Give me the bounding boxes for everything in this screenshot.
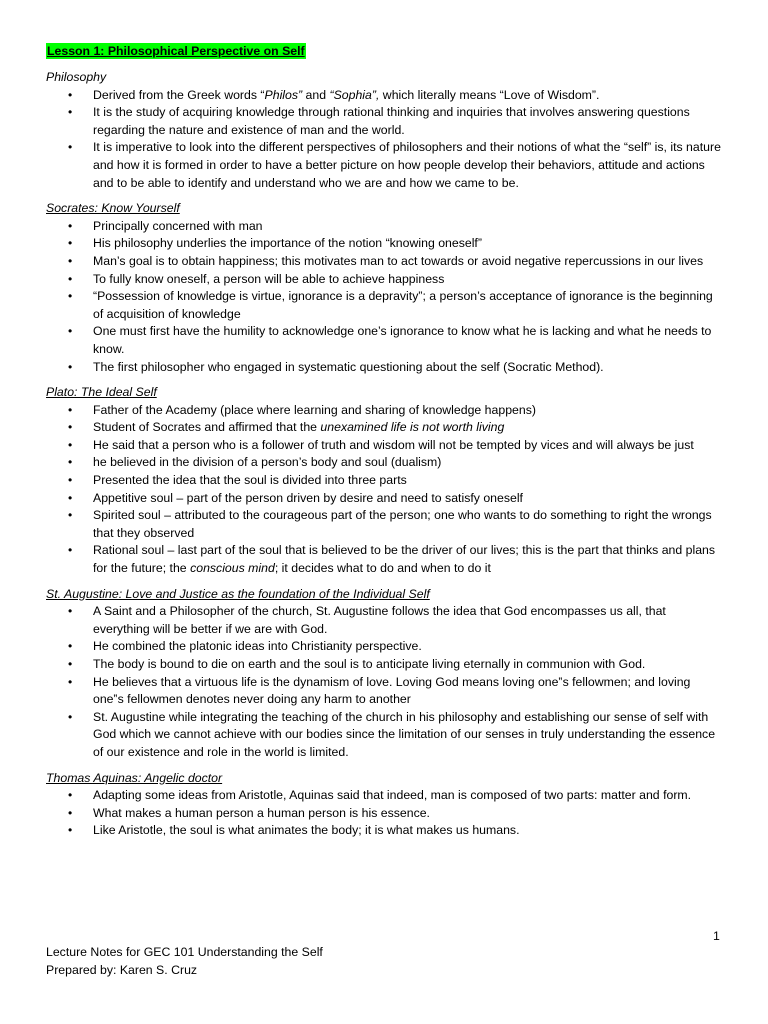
footer-course-line: Lecture Notes for GEC 101 Understanding the Self — [46, 945, 323, 959]
bullet-list — [46, 87, 722, 193]
bullet-item — [46, 235, 722, 253]
section-heading: Socrates: Know Yourself — [46, 201, 180, 216]
section-heading: Plato: The Ideal Self — [46, 385, 157, 400]
emphasized-text: conscious mind — [190, 561, 275, 576]
emphasized-text: “Sophia”, — [329, 87, 380, 102]
section-heading: Thomas Aquinas: Angelic doctor — [46, 770, 223, 785]
text-run: Derived from the Greek words “ — [93, 87, 265, 102]
text-run: What makes a human person a human person is his essence. — [93, 805, 430, 820]
emphasized-text: Philos” — [264, 87, 303, 102]
text-run: Principally concerned with man — [93, 218, 263, 233]
text-run: It is imperative to look into the different perspectives of philosophers and their notions of what the “self” is, its nature and how it is formed in order to have a better picture on how people develop their behaviors, attitude and actions and to be able to identify and understand who we are and how we came to be. — [93, 140, 721, 190]
bullet-list — [46, 402, 722, 578]
bullet-item — [46, 542, 722, 577]
bullet-item — [46, 87, 722, 105]
emphasized-text: unexamined life is not worth living — [320, 420, 505, 435]
text-run: It is the study of acquiring knowledge through rational thinking and inquiries that involves answering questions regarding the nature and existence of man and the world. — [93, 105, 690, 137]
text-run: Father of the Academy (place where learning and sharing of knowledge happens) — [93, 402, 536, 417]
text-run: He combined the platonic ideas into Christianity perspective. — [93, 639, 422, 654]
bullet-item — [46, 638, 722, 656]
bullet-list — [46, 218, 722, 376]
text-run: Presented the idea that the soul is divided into three parts — [93, 473, 407, 488]
text-run: Rational soul – last part of the soul that is believed to be the driver of our lives; this is the part that thinks and plans for the future; the — [93, 543, 716, 576]
bullet-item — [46, 507, 722, 542]
text-run: A Saint and a Philosopher of the church, St. Augustine follows the idea that God encompasses us all, that everything will be better if we are with God. — [93, 604, 666, 636]
text-run: and — [302, 87, 330, 102]
bullet-list — [46, 787, 722, 840]
text-run: which literally means “Love of Wisdom”. — [379, 87, 600, 102]
text-run: Appetitive soul – part of the person driven by desire and need to satisfy oneself — [93, 490, 523, 505]
text-run: He believes that a virtuous life is the dynamism of love. Loving God means loving one‟s fellowmen; and loving one‟s fellowmen denotes never doing any harm to another — [93, 674, 691, 707]
bullet-item — [46, 359, 722, 377]
footer — [46, 944, 323, 979]
text-run: His philosophy underlies the importance of the notion “knowing oneself” — [93, 236, 482, 251]
bullet-item — [46, 139, 722, 192]
bullet-list — [46, 603, 722, 761]
bullet-item — [46, 656, 722, 674]
text-run: The body is bound to die on earth and the soul is to anticipate living eternally in communion with God. — [93, 657, 646, 671]
bullet-item — [46, 288, 722, 323]
bullet-item — [46, 271, 722, 289]
section-heading: Philosophy — [46, 70, 107, 84]
bullet-item — [46, 472, 722, 490]
text-run: Man’s goal is to obtain happiness; this motivates man to act towards or avoid negative repercussions in our lives — [93, 253, 704, 268]
text-run: he believed in the division of a person’s body and soul (dualism) — [93, 455, 442, 470]
text-run: Adapting some ideas from Aristotle, Aquinas said that indeed, man is composed of two parts: matter and form. — [93, 788, 692, 803]
text-run: One must first have the humility to acknowledge one’s ignorance to know what he is lacking and what he needs to know. — [93, 324, 712, 356]
text-run: St. Augustine while integrating the teaching of the church in his philosophy and establishing our sense of self with God which we cannot achieve with our bodies since the limitation of our senses in truly understanding the essence of our existence and role in the world is limited. — [93, 709, 716, 759]
bullet-item — [46, 402, 722, 420]
text-run: The first philosopher who engaged in systematic questioning about the self (Socratic Method). — [93, 359, 604, 374]
bullet-item — [46, 787, 722, 805]
section-heading: St. Augustine: Love and Justice as the foundation of the Individual Self — [46, 586, 430, 601]
bullet-item — [46, 454, 722, 472]
bullet-item — [46, 603, 722, 638]
text-run: “Possession of knowledge is virtue, ignorance is a depravity”; a person’s acceptance of ignorance is the beginning of acquisition of knowledge — [93, 289, 713, 321]
bullet-item — [46, 437, 722, 455]
text-run: Spirited soul – attributed to the courageous part of the person; one who wants to do something to right the wrongs that they observed — [93, 508, 712, 540]
footer-author-line: Prepared by: Karen S. Cruz — [46, 962, 198, 977]
page-number: 1 — [713, 929, 720, 943]
bullet-item — [46, 822, 722, 840]
bullet-item — [46, 805, 722, 823]
lesson-title: Lesson 1: Philosophical Perspective on Self — [47, 44, 305, 58]
text-run: To fully know oneself, a person will be able to achieve happiness — [93, 271, 445, 286]
text-run: He said that a person who is a follower of truth and wisdom will not be tempted by vices and will always be just — [93, 437, 694, 452]
bullet-item — [46, 253, 722, 271]
document-body — [46, 69, 722, 848]
bullet-item — [46, 674, 722, 709]
bullet-item — [46, 218, 722, 236]
bullet-item — [46, 323, 722, 358]
bullet-item — [46, 104, 722, 139]
bullet-item — [46, 419, 722, 437]
text-run: Student of Socrates and affirmed that the — [93, 420, 321, 435]
bullet-item — [46, 490, 722, 508]
text-run: ; it decides what to do and when to do it — [274, 561, 491, 576]
bullet-item — [46, 709, 722, 762]
text-run: Like Aristotle, the soul is what animates the body; it is what makes us humans. — [93, 823, 520, 838]
